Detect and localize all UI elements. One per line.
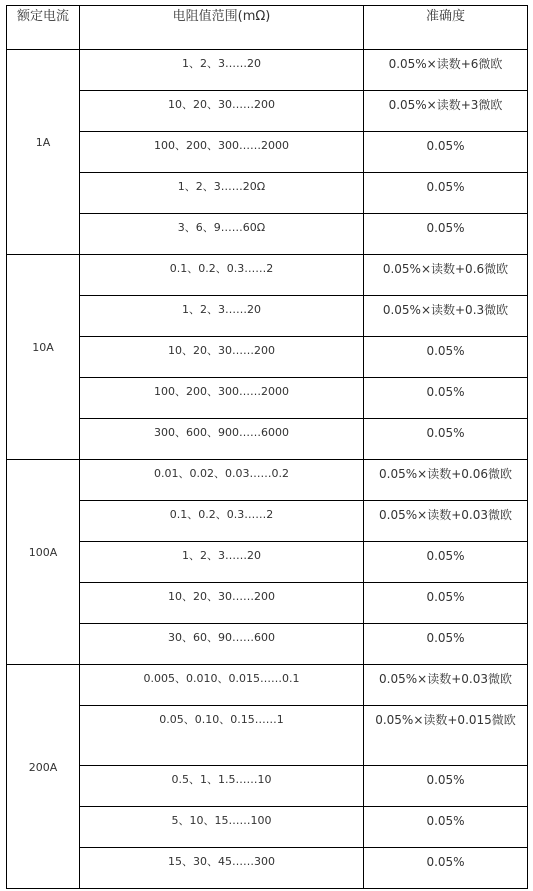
table-row: [7, 337, 528, 378]
resistance-range-cell: 100、200、300……2000: [80, 378, 364, 419]
table-row: [7, 848, 528, 889]
resistance-range-cell: 10、20、30……200: [80, 583, 364, 624]
resistance-range-cell: 10、20、30……200: [80, 337, 364, 378]
resistance-range-cell: 1、2、3……20: [80, 542, 364, 583]
resistance-range-cell: 0.1、0.2、0.3……2: [80, 501, 364, 542]
accuracy-cell: 0.05%: [364, 337, 528, 378]
accuracy-cell: 0.05%: [364, 378, 528, 419]
resistance-range-cell: 1、2、3……20Ω: [80, 173, 364, 214]
table-row: [7, 173, 528, 214]
resistance-range-cell: 15、30、45……300: [80, 848, 364, 889]
accuracy-table: [6, 5, 528, 889]
resistance-range-cell: 0.01、0.02、0.03……0.2: [80, 460, 364, 501]
rated-current-cell: 100A: [7, 460, 80, 665]
table-row: [7, 807, 528, 848]
accuracy-cell: 0.05%×读数+0.06微欧: [364, 460, 528, 501]
accuracy-cell: 0.05%×读数+0.6微欧: [364, 255, 528, 296]
table-row: [7, 501, 528, 542]
resistance-range-cell: 300、600、900……6000: [80, 419, 364, 460]
table-row: [7, 419, 528, 460]
accuracy-cell: 0.05%: [364, 173, 528, 214]
rated-current-cell: 200A: [7, 665, 80, 889]
accuracy-cell: 0.05%×读数+0.015微欧: [364, 706, 528, 766]
header-row: [7, 6, 528, 50]
accuracy-cell: 0.05%: [364, 624, 528, 665]
accuracy-cell: 0.05%: [364, 542, 528, 583]
accuracy-cell: 0.05%: [364, 419, 528, 460]
table-row: [7, 214, 528, 255]
table-row: [7, 132, 528, 173]
table-row: [7, 583, 528, 624]
header-resistance-range: 电阻值范围(mΩ): [80, 6, 364, 50]
table-row: [7, 460, 528, 501]
table-body: [7, 50, 528, 889]
table-row: [7, 766, 528, 807]
accuracy-cell: 0.05%: [364, 214, 528, 255]
table-row: [7, 542, 528, 583]
resistance-range-cell: 3、6、9……60Ω: [80, 214, 364, 255]
rated-current-cell: 10A: [7, 255, 80, 460]
resistance-range-cell: 0.005、0.010、0.015……0.1: [80, 665, 364, 706]
header-rated-current: 额定电流: [7, 6, 80, 50]
rated-current-cell: 1A: [7, 50, 80, 255]
resistance-range-cell: 0.1、0.2、0.3……2: [80, 255, 364, 296]
resistance-range-cell: 0.05、0.10、0.15……1: [80, 706, 364, 766]
table-row: [7, 50, 528, 91]
accuracy-cell: 0.05%: [364, 848, 528, 889]
accuracy-cell: 0.05%: [364, 583, 528, 624]
resistance-range-cell: 1、2、3……20: [80, 50, 364, 91]
table-row: [7, 296, 528, 337]
header-accuracy: 准确度: [364, 6, 528, 50]
resistance-range-cell: 10、20、30……200: [80, 91, 364, 132]
table-row: [7, 665, 528, 706]
accuracy-cell: 0.05%×读数+6微欧: [364, 50, 528, 91]
accuracy-cell: 0.05%: [364, 132, 528, 173]
table-row: [7, 255, 528, 296]
accuracy-cell: 0.05%×读数+3微欧: [364, 91, 528, 132]
accuracy-cell: 0.05%: [364, 807, 528, 848]
table-row: [7, 624, 528, 665]
accuracy-cell: 0.05%×读数+0.03微欧: [364, 501, 528, 542]
resistance-range-cell: 5、10、15……100: [80, 807, 364, 848]
accuracy-cell: 0.05%×读数+0.03微欧: [364, 665, 528, 706]
accuracy-cell: 0.05%×读数+0.3微欧: [364, 296, 528, 337]
resistance-range-cell: 30、60、90……600: [80, 624, 364, 665]
table-row: [7, 378, 528, 419]
table-row: [7, 706, 528, 766]
resistance-range-cell: 0.5、1、1.5……10: [80, 766, 364, 807]
resistance-range-cell: 100、200、300……2000: [80, 132, 364, 173]
accuracy-cell: 0.05%: [364, 766, 528, 807]
resistance-range-cell: 1、2、3……20: [80, 296, 364, 337]
table-row: [7, 91, 528, 132]
